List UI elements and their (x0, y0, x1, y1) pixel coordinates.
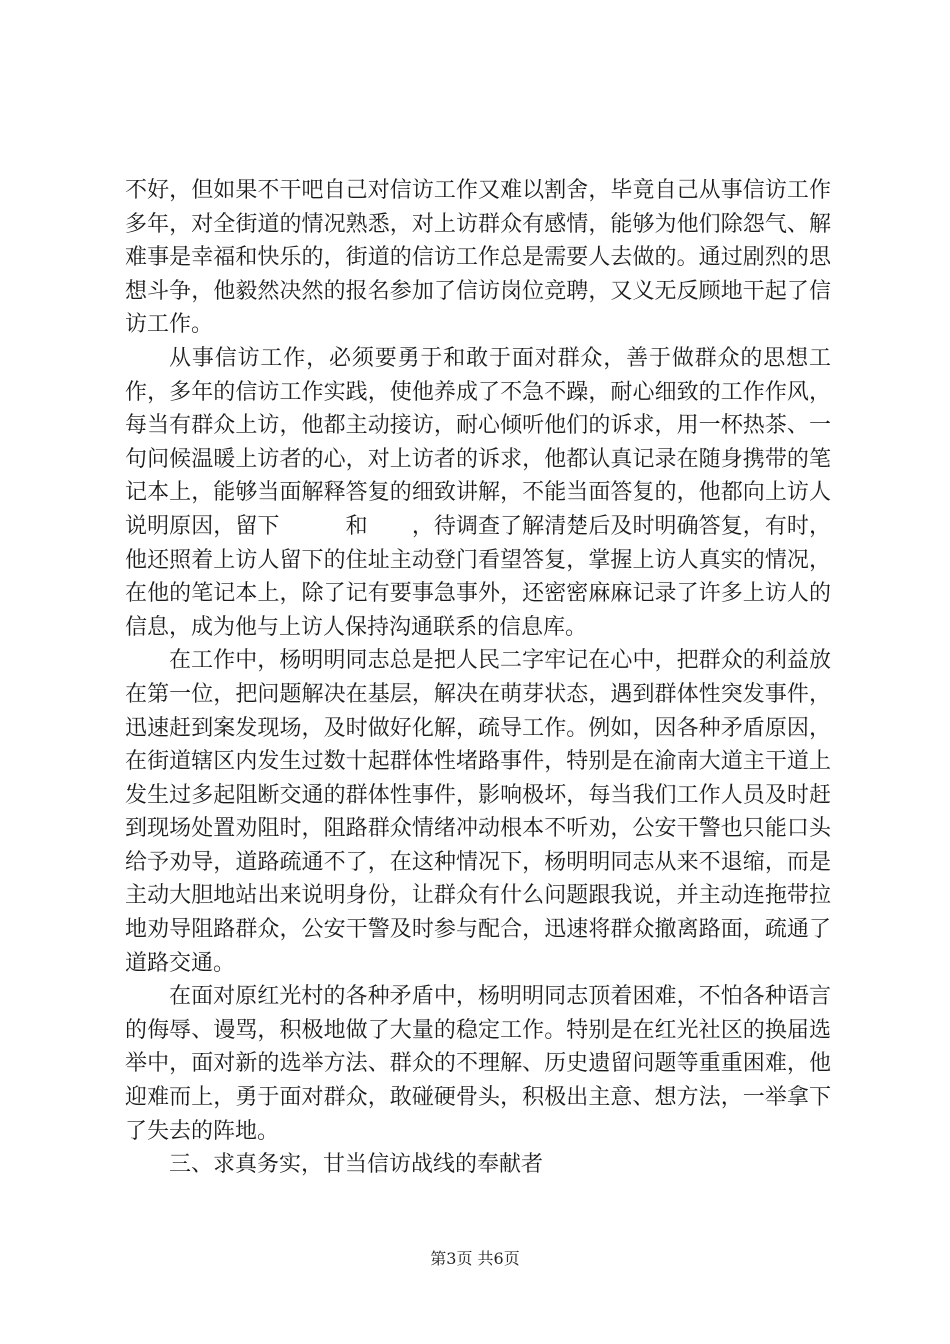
paragraph-4: 在面对原红光村的各种矛盾中，杨明明同志顶着困难，不怕各种语言的侮辱、谩骂，积极地做了大量的稳定工作。特别是在红光社区的换届选举中，面对新的选举方法、群众的不理解、历史遗留问题等重重困难，他迎难而上，勇于面对群众，敢碰硬骨头，积极出主意、想方法，一举拿下了失去的阵地。 (125, 984, 831, 1144)
paragraph-1: 不好，但如果不干吧自己对信访工作又难以割舍，毕竟自己从事信访工作多年，对全街道的情况熟悉，对上访群众有感情，能够为他们除怨气、解难事是幸福和快乐的，街道的信访工作总是需要人去做的。通过剧烈的思想斗争，他毅然决然的报名参加了信访岗位竞聘，又义无反顾地干起了信访工作。 (125, 178, 831, 338)
paragraph-3: 在工作中，杨明明同志总是把人民二字牢记在心中，把群众的利益放在第一位，把问题解决在基层，解决在萌芽状态，遇到群体性突发事件，迅速赶到案发现场，及时做好化解，疏导工作。例如，因各种矛盾原因，在街道辖区内发生过数十起群体性堵路事件，特别是在渝南大道主干道上发生过多起阻断交通的群体性事件，影响极坏，每当我们工作人员及时赶到现场处置劝阻时，阻路群众情绪冲动根本不听劝，公安干警也只能口头给予劝导，道路疏通不了，在这种情况下，杨明明同志从来不退缩，而是主动大胆地站出来说明身份，让群众有什么问题跟我说，并主动连拖带拉地劝导阻路群众，公安干警及时参与配合，迅速将群众撤离路面，疏通了道路交通。 (125, 648, 831, 976)
section-heading: 三、求真务实，甘当信访战线的奉献者 (169, 1152, 544, 1178)
document-body (125, 174, 831, 1182)
page-number-footer: 第3页 共6页 (430, 1249, 520, 1268)
paragraph-2: 从事信访工作，必须要勇于和敢于面对群众，善于做群众的思想工作，多年的信访工作实践，使他养成了不急不躁，耐心细致的工作作风，每当有群众上访，他都主动接访，耐心倾听他们的诉求，用一杯热茶、一句问候温暖上访者的心，对上访者的诉求，他都认真记录在随身携带的笔记本上，能够当面解释答复的细致讲解，不能当面答复的，他都向上访人说明原因，留下 和 ，待调查了解清楚后及时明确答复，有时，他还照着上访人留下的住址主动登门看望答复，掌握上访人真实的情况，在他的笔记本上，除了记有要事急事外，还密密麻麻记录了许多上访人的信息，成为他与上访人保持沟通联系的信息库。 (125, 345, 831, 640)
